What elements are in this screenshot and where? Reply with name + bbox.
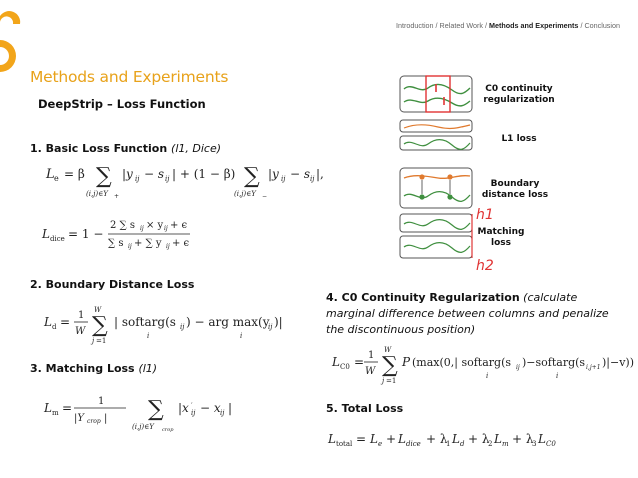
- section-subtitle: DeepStrip – Loss Function: [38, 97, 206, 111]
- svg-text:3: 3: [532, 440, 537, 448]
- svg-text:− s: − s: [144, 167, 165, 181]
- svg-text:L: L: [370, 432, 378, 446]
- svg-text:dice: dice: [50, 235, 65, 243]
- svg-text:| softarg(s: | softarg(s: [114, 315, 176, 329]
- svg-text:j: j: [382, 377, 385, 385]
- svg-text:L: L: [452, 432, 460, 446]
- c0-continuity-panel: [400, 76, 472, 112]
- boundary-distance-panel: [400, 168, 472, 208]
- svg-text:|: |: [104, 413, 108, 424]
- nav-separator: /: [484, 21, 487, 30]
- svg-text:|y: |y: [268, 167, 279, 181]
- figure-label-boundary: Boundary distance loss: [481, 179, 549, 200]
- heading-text: 2. Boundary Distance Loss: [30, 278, 195, 291]
- svg-text:=: =: [354, 355, 365, 369]
- svg-text:(max(0,| softarg(s: (max(0,| softarg(s: [412, 356, 512, 369]
- svg-text:e: e: [54, 174, 59, 183]
- matching-loss-panel: [400, 214, 472, 258]
- svg-text:ij: ij: [220, 409, 225, 417]
- svg-text:× y: × y: [146, 220, 164, 231]
- svg-text:1: 1: [98, 396, 105, 407]
- svg-text:L: L: [46, 167, 55, 182]
- heading-text: 1. Basic Loss Function: [30, 142, 168, 155]
- svg-text:L: L: [494, 432, 502, 446]
- svg-text:)|: )|: [274, 315, 283, 329]
- svg-text:+ λ: + λ: [512, 432, 534, 446]
- svg-text:W: W: [384, 346, 392, 354]
- svg-text:−: −: [262, 193, 268, 200]
- formula-total-loss: [326, 426, 586, 452]
- svg-text:W: W: [94, 306, 102, 314]
- svg-text:ij: ij: [128, 243, 132, 250]
- heading-note: (l1): [138, 362, 158, 375]
- page-title: Methods and Experiments: [30, 68, 229, 86]
- breadcrumb: [396, 21, 620, 30]
- svg-text:− s: − s: [290, 167, 311, 181]
- svg-text:L: L: [538, 432, 546, 446]
- svg-text:(i,j)∈Y: (i,j)∈Y: [132, 423, 154, 431]
- svg-text:=: =: [60, 315, 71, 329]
- svg-text:=: =: [356, 432, 367, 446]
- svg-text:L: L: [44, 401, 52, 415]
- svg-text:ij: ij: [164, 225, 168, 232]
- svg-text:m: m: [52, 409, 59, 417]
- nav-item-conclusion[interactable]: Conclusion: [584, 21, 620, 30]
- svg-text:∑ s: ∑ s: [108, 238, 124, 249]
- heading-text: 5. Total Loss: [326, 402, 404, 415]
- svg-text:C0: C0: [546, 440, 556, 448]
- svg-text:d: d: [52, 323, 57, 331]
- svg-text:ij: ij: [180, 323, 185, 331]
- svg-text:ij: ij: [191, 409, 196, 417]
- svg-text:= 1 −: = 1 −: [68, 227, 104, 241]
- svg-text:) − arg max(y: ) − arg max(y: [186, 315, 270, 329]
- svg-text:L: L: [398, 432, 406, 446]
- svg-text:| + (1 − β): | + (1 − β): [172, 167, 236, 181]
- svg-text:|y: |y: [122, 167, 133, 181]
- svg-text:+: +: [114, 193, 120, 200]
- svg-text:′: ′: [191, 402, 193, 410]
- svg-text:+ ∑ y: + ∑ y: [134, 238, 162, 249]
- svg-text:ij: ij: [516, 364, 520, 371]
- annotation-h2: h2: [476, 258, 494, 274]
- svg-text:crop: crop: [87, 418, 101, 425]
- svg-text:ij: ij: [268, 323, 273, 331]
- svg-text:|Y: |Y: [74, 413, 84, 424]
- formula-basic-loss: [40, 160, 324, 202]
- section-heading-basic-loss: [30, 142, 221, 155]
- formula-boundary-distance-loss: [40, 300, 283, 346]
- svg-text:2: 2: [488, 440, 493, 448]
- svg-text:)−softarg(s: )−softarg(s: [522, 356, 586, 369]
- svg-text:L: L: [44, 315, 52, 329]
- svg-text:∑: ∑: [92, 313, 108, 338]
- l1-loss-panel: [400, 120, 472, 150]
- nav-item-related-work[interactable]: Related Work: [439, 21, 483, 30]
- svg-text:L: L: [42, 227, 50, 241]
- section-heading-matching-loss: [30, 362, 157, 375]
- svg-text:i: i: [240, 332, 243, 340]
- svg-text:∑: ∑: [148, 397, 164, 422]
- formula-dice-loss: [40, 214, 240, 254]
- heading-text: 4. C0 Continuity Regularization: [326, 291, 520, 304]
- svg-text:ij: ij: [165, 175, 170, 183]
- svg-text:e: e: [378, 440, 383, 448]
- svg-text:1: 1: [78, 310, 85, 321]
- svg-text:∑: ∑: [96, 164, 112, 189]
- svg-text:|,: |,: [316, 167, 324, 181]
- svg-text:dice: dice: [406, 440, 421, 448]
- svg-text:W: W: [365, 366, 376, 377]
- svg-text:j: j: [92, 337, 95, 345]
- svg-text:− x: − x: [200, 401, 221, 415]
- svg-text:i: i: [556, 372, 559, 380]
- figure-label-matching: Matching loss: [477, 227, 525, 248]
- svg-text:i: i: [147, 332, 150, 340]
- svg-text:L: L: [328, 432, 336, 446]
- svg-text:∑: ∑: [244, 164, 260, 189]
- svg-text:1: 1: [368, 350, 375, 361]
- svg-text:(i,j)∈Y: (i,j)∈Y: [86, 190, 108, 198]
- svg-text:L: L: [332, 355, 340, 369]
- svg-text:)|−v)): )|−v)): [602, 356, 635, 369]
- svg-text:ij: ij: [281, 175, 286, 183]
- svg-text:+ ϵ: + ϵ: [170, 220, 188, 231]
- svg-text:ij: ij: [310, 175, 315, 183]
- heading-note: (l1, Dice): [171, 142, 222, 155]
- svg-text:C0: C0: [340, 363, 350, 371]
- svg-text:+ λ: + λ: [468, 432, 490, 446]
- svg-text:m: m: [502, 440, 509, 448]
- figure-label-c0: C0 continuity regularization: [483, 84, 555, 105]
- formula-c0-continuity: [330, 340, 635, 390]
- svg-text:+ λ: + λ: [426, 432, 448, 446]
- section-heading-c0-continuity: [326, 290, 626, 338]
- annotation-h1: h1: [476, 207, 494, 223]
- svg-text:i,j+1: i,j+1: [586, 364, 601, 371]
- formula-matching-loss: [40, 386, 250, 432]
- svg-text:=: =: [62, 401, 73, 415]
- svg-text:(i,j)∈Y: (i,j)∈Y: [234, 190, 256, 198]
- svg-text:|: |: [228, 401, 233, 415]
- svg-text:ij: ij: [166, 243, 170, 250]
- logo-icon: [0, 14, 26, 74]
- svg-text:W: W: [75, 326, 86, 337]
- nav-separator: /: [435, 21, 438, 30]
- nav-separator: /: [580, 21, 583, 30]
- svg-text:|x: |x: [178, 401, 189, 415]
- svg-text:ij: ij: [140, 225, 144, 232]
- svg-text:=1: =1: [386, 377, 397, 385]
- svg-text:total: total: [336, 440, 353, 448]
- svg-text:i: i: [486, 372, 489, 380]
- svg-text:2 ∑ s: 2 ∑ s: [110, 220, 135, 231]
- nav-item-introduction[interactable]: Introduction: [395, 21, 434, 30]
- section-heading-boundary-distance: [30, 278, 194, 291]
- section-heading-total-loss: [326, 402, 403, 415]
- svg-text:=1: =1: [96, 337, 107, 345]
- svg-text:ij: ij: [135, 175, 140, 183]
- heading-text: 3. Matching Loss: [30, 362, 135, 375]
- svg-text:P: P: [402, 355, 411, 369]
- nav-item-methods[interactable]: Methods and Experiments: [488, 21, 579, 30]
- svg-text:+: +: [386, 432, 397, 446]
- heading-note: (calculate marginal difference between columns and penalize the discontinuous position): [326, 291, 609, 336]
- svg-text:crop: crop: [162, 427, 174, 433]
- svg-text:+ ϵ: + ϵ: [172, 238, 190, 249]
- svg-text:= β: = β: [64, 167, 85, 181]
- svg-text:d: d: [460, 440, 465, 448]
- svg-text:∑: ∑: [382, 353, 398, 378]
- svg-text:1: 1: [446, 440, 451, 448]
- figure-label-l1: L1 loss: [501, 134, 537, 144]
